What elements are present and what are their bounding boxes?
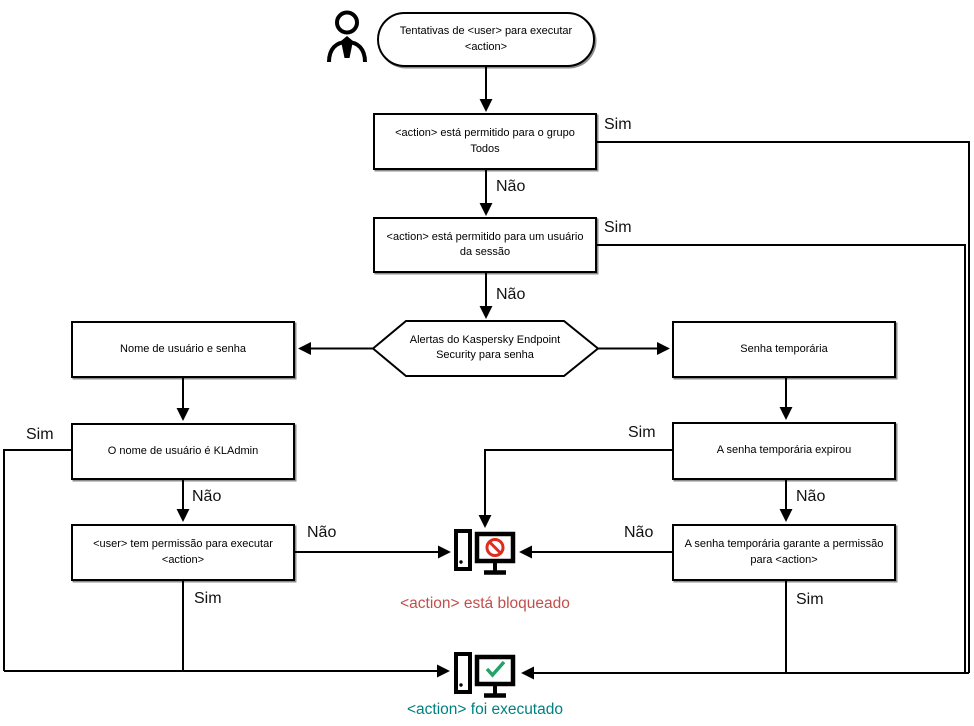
- user-icon: [329, 13, 365, 63]
- node-start-label: Tentativas de <user> para executar <action>: [399, 25, 573, 53]
- node-temporary-password-grants: [672, 524, 896, 581]
- node-allowed-for-session-user: [373, 217, 597, 273]
- edge-label-no: Não: [192, 488, 222, 505]
- edge-expired-yes-to-blocked: [485, 450, 672, 526]
- node-temporary-password: [672, 321, 896, 378]
- node-temporary-password-label: Senha temporária: [740, 342, 828, 355]
- node-allowed-for-all: [373, 113, 597, 170]
- node-user-has-permission-label: <user> tem permissão para executar <action>: [93, 538, 273, 566]
- action-executed-text: <action> foi executado: [407, 701, 563, 718]
- node-username-is-kladmin-label: O nome de usuário é KLAdmin: [107, 444, 259, 457]
- node-temporary-password-expired: [672, 422, 896, 480]
- node-username-and-password: [71, 321, 295, 378]
- action-blocked-text: <action> está bloqueado: [400, 595, 570, 612]
- node-temporary-password-expired-label: A senha temporária expirou: [716, 444, 852, 457]
- edge-label-yes: Sim: [604, 219, 632, 236]
- node-allowed-for-all-label: <action> está permitido para o grupo Todos: [395, 127, 575, 155]
- edge-label-no: Não: [496, 286, 526, 303]
- node-username-is-kladmin: [71, 423, 295, 480]
- node-user-has-permission: [71, 524, 295, 581]
- edge-label-yes: Sim: [26, 426, 54, 443]
- node-temporary-password-grants-label: A senha temporária garante a permissão para <action>: [684, 538, 884, 566]
- blocked-computer-icon: [456, 531, 513, 573]
- node-username-and-password-label: Nome de usuário e senha: [120, 342, 246, 355]
- edge-label-no: Não: [624, 524, 654, 541]
- edge-label-no: Não: [307, 524, 337, 541]
- edge-label-yes: Sim: [796, 591, 824, 608]
- executed-computer-icon: [456, 654, 513, 696]
- edge-kladmin-yes-down: [4, 450, 71, 671]
- edge-allowed-all-yes: [597, 142, 969, 673]
- node-allowed-for-session-user-label: <action> está permitido para um usuário da sessão: [386, 230, 584, 258]
- node-kes-alerts-label: Alertas do Kaspersky Endpoint Security para senha: [409, 333, 561, 361]
- edge-label-no: Não: [496, 178, 526, 195]
- edge-label-no: Não: [796, 488, 826, 505]
- edge-label-yes: Sim: [604, 116, 632, 133]
- node-start: [377, 12, 595, 67]
- node-kes-alerts: [396, 322, 574, 374]
- edge-label-yes: Sim: [628, 424, 656, 441]
- edge-label-yes: Sim: [194, 590, 222, 607]
